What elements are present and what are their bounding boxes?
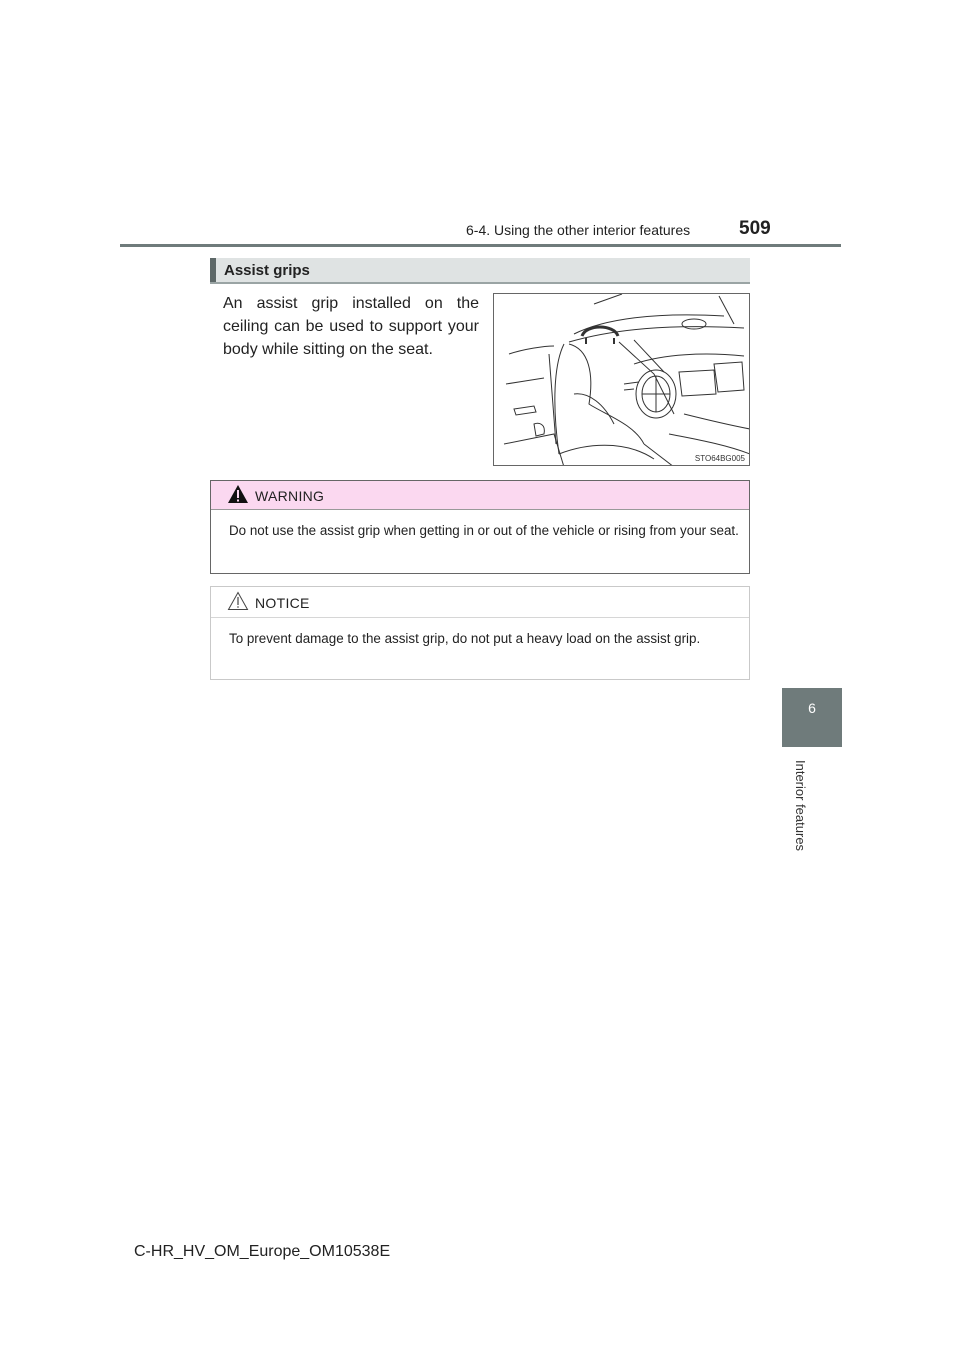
car-interior-illustration [494,294,750,466]
chapter-label: Interior features [793,760,808,852]
section-heading-bar [210,258,750,284]
assist-grip-figure [493,293,750,466]
notice-triangle-icon [227,591,249,611]
warning-text: Do not use the assist grip when getting in or out of the vehicle or rising from your seat. [229,523,739,538]
notice-header [211,587,749,618]
section-body-text: An assist grip installed on the ceiling can be used to support your body while sitting on the seat. [223,295,479,358]
section-title: Assist grips [224,262,310,279]
notice-title: NOTICE [255,595,310,611]
page-number: 509 [739,218,771,239]
chapter-tab: 6 [782,688,842,747]
header-rule [120,244,841,247]
section-path: 6-4. Using the other interior features [466,222,691,238]
notice-text: To prevent damage to the assist grip, do not put a heavy load on the assist grip. [229,631,701,646]
warning-title: WARNING [255,488,325,504]
section-heading-accent [210,258,216,282]
notice-box [210,586,750,680]
figure-code: STO64BG005 [694,454,745,463]
warning-box [210,480,750,574]
warning-triangle-icon [227,484,249,504]
document-code: C-HR_HV_OM_Europe_OM10538E [134,1243,391,1260]
warning-header [211,481,749,510]
